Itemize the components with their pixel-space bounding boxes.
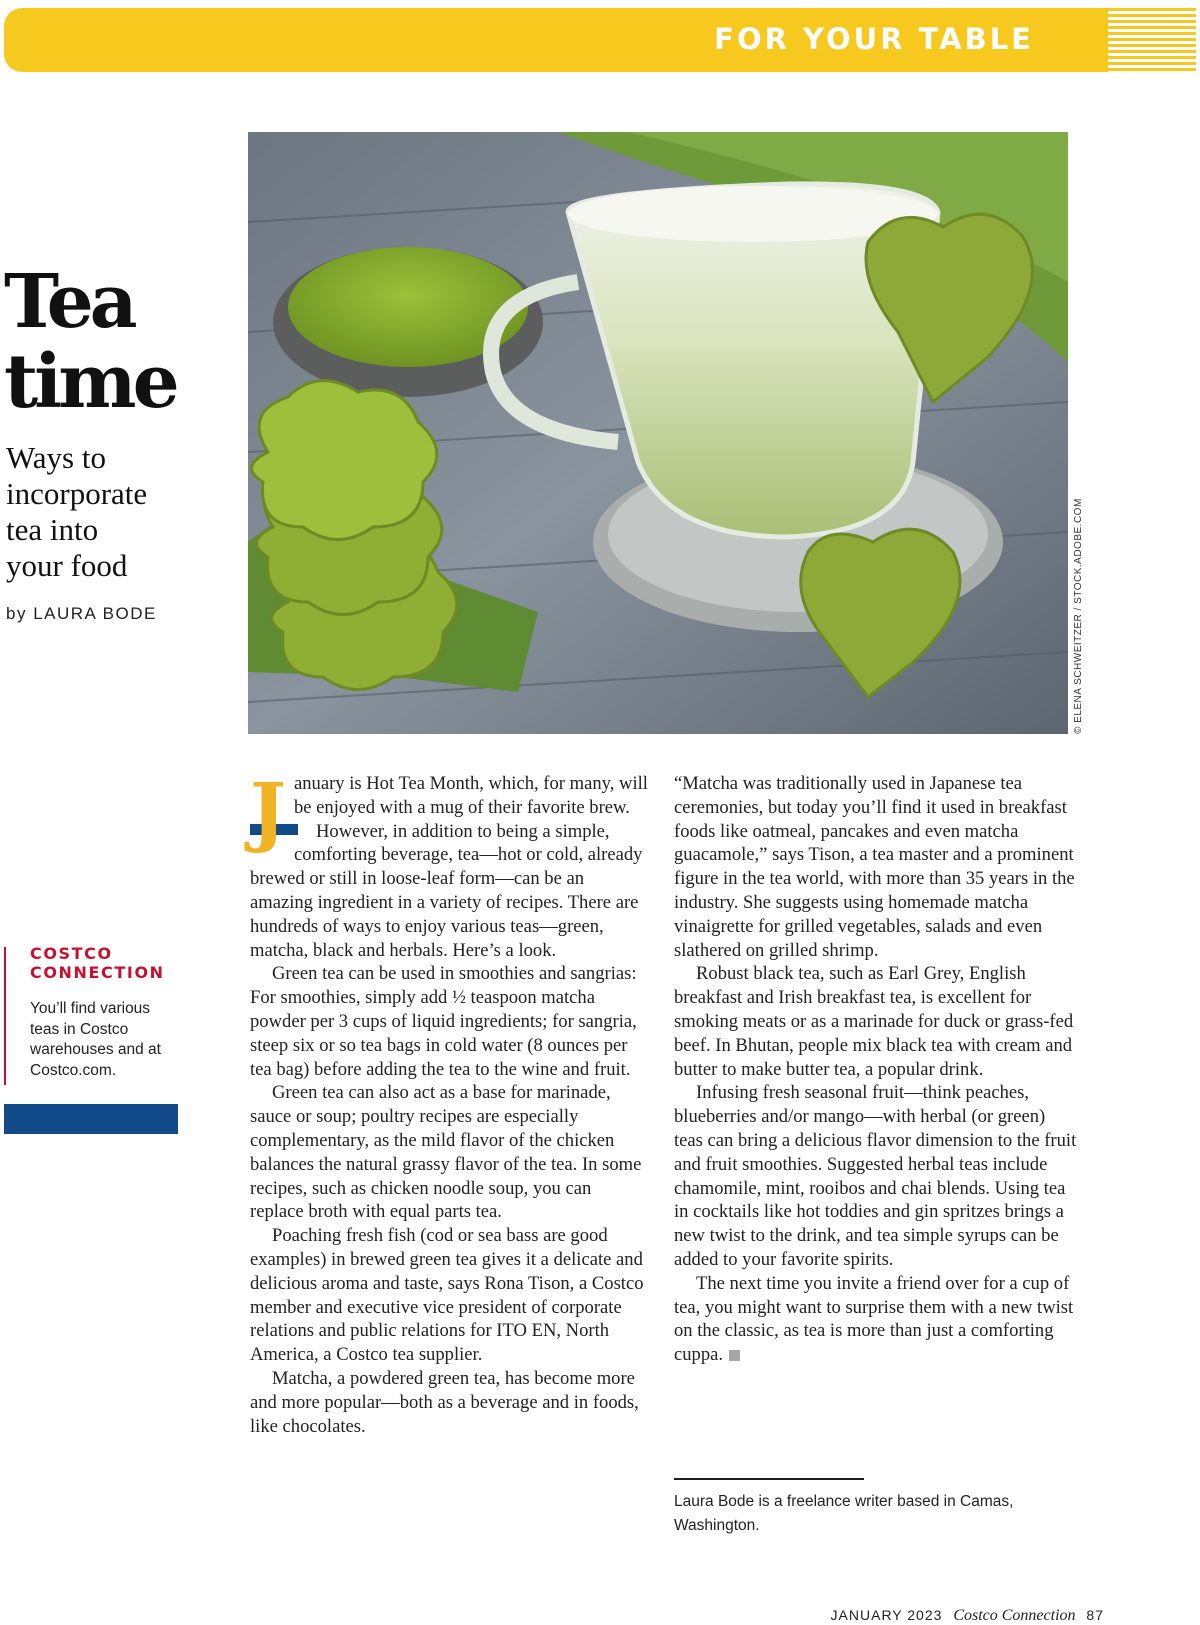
- end-mark-icon: [729, 1350, 740, 1361]
- dek-line-3: tea into: [6, 512, 99, 547]
- byline: [6, 604, 157, 624]
- drop-cap: J: [250, 766, 286, 855]
- paragraph-10-text: The next time you invite a friend over for a cup of tea, you might want to surprise them with a new twist on the classic, as tea is more than just a comforting cuppa.: [674, 1272, 1074, 1366]
- paragraph-2: However, in addition to being a simple, comforting beverage, tea—hot or cold, already brewed or still in loose-leaf form—can be an amazing ingredient in a variety of recipes. There are hundreds of ways to enjoy various teas—green, matcha, black and herbals. Here’s a look.: [250, 820, 643, 961]
- paragraph-1: anuary is Hot Tea Month, which, for many, will be enjoyed with a mug of their favorite brew.: [293, 773, 648, 818]
- dek-line-2: incorporate: [6, 476, 148, 511]
- headline-line-2: time: [4, 339, 176, 425]
- dek: [6, 440, 147, 584]
- paragraph-9: Infusing fresh seasonal fruit—think peaches, blueberries and/or mango—with herbal (or green) teas can bring a delicious flavor dimension to the fruit and fruit smoothies. Suggested herbal teas include chamomile, mint, rooibos and chai blends. Using tea in cocktails like hot toddies and gin spritzes brings a new twist to the drink, and tea simple syrups can be added to your favorite spirits.: [674, 1082, 1077, 1270]
- headline: [4, 259, 176, 425]
- paragraph-7: “Matcha was traditionally used in Japanese tea ceremonies, but today you’ll find it used in breakfast foods like oatmeal, pancakes and even matcha guacamole,” says Tison, a tea master and a prominent figure in the tea world, with more than 35 years in the industry. She suggests using homemade matcha vinaigrette for grilled vegetables, salads and even slathered on grilled shrimp.: [674, 773, 1075, 961]
- page-footer: [831, 1607, 1104, 1625]
- footer-date: JANUARY 2023: [830, 1607, 943, 1623]
- paragraph-5: Poaching fresh fish (cod or sea bass are good examples) in brewed green tea gives it a delicate and delicious aroma and taste, says Rona Tison, a Costco member and executive vice president of corporate relations and public relations for ITO EN, North America, a Costco tea supplier.: [250, 1225, 644, 1366]
- dek-line-4: your food: [6, 548, 128, 583]
- banner-stripes: [1108, 8, 1196, 72]
- matcha-photo: [248, 132, 1068, 734]
- paragraph-6: Matcha, a powdered green tea, has become more and more popular—both as a beverage and in foods, like chocolates.: [250, 1367, 639, 1437]
- sidebar-accent-rule: [4, 947, 6, 1085]
- section-label: FOR YOUR TABLE: [714, 22, 1034, 56]
- photo-credit: © ELENA SCHWEITZER / STOCK.ADOBE.COM: [1073, 498, 1084, 734]
- page-number: 87: [1086, 1607, 1104, 1623]
- paragraph-4: Green tea can also act as a base for marinade, sauce or soup; poultry recipes are especially complementary, as the mild flavor of the chicken balances the natural grassy flavor of the tea. In some recipes, such as chicken noodle soup, you can replace broth with equal parts tea.: [250, 1082, 642, 1223]
- article-column-2: [674, 772, 1078, 1367]
- paragraph-3: Green tea can be used in smoothies and sangrias: For smoothies, simply add ½ teaspoon matcha powder per 3 cups of liquid ingredients; for sangria, steep six or so tea bags in cold water (8 ounces per tea bag) before adding the tea to the wine and fruit.: [250, 963, 637, 1080]
- footer-magazine: Costco Connection: [953, 1607, 1076, 1624]
- headline-line-1: Tea: [4, 259, 134, 345]
- article-column-1: [250, 766, 648, 1438]
- paragraph-10: [674, 1272, 1078, 1367]
- sidebar-text: You’ll find various teas in Costco warehouses and at Costco.com.: [30, 1000, 161, 1079]
- byline-author: LAURA BODE: [33, 604, 157, 623]
- bio-rule: [674, 1478, 864, 1480]
- byline-prefix: by: [6, 604, 27, 623]
- sidebar-title-line-2: CONNECTION: [30, 963, 165, 982]
- section-banner: [4, 8, 1124, 72]
- sidebar-bar: [4, 1104, 178, 1134]
- author-bio: Laura Bode is a freelance writer based in Camas, Washington.: [674, 1493, 1014, 1534]
- matcha-latte-illustration: [248, 132, 1068, 734]
- sidebar-title: [30, 944, 165, 982]
- sidebar-title-line-1: COSTCO: [30, 944, 113, 963]
- dek-line-1: Ways to: [6, 440, 106, 475]
- paragraph-8: Robust black tea, such as Earl Grey, English breakfast and Irish breakfast tea, is excellent for smoking meats or as a marinade for duck or grass-fed beef. In Bhutan, people mix black tea with cream and butter to make butter tea, a popular drink.: [674, 963, 1074, 1080]
